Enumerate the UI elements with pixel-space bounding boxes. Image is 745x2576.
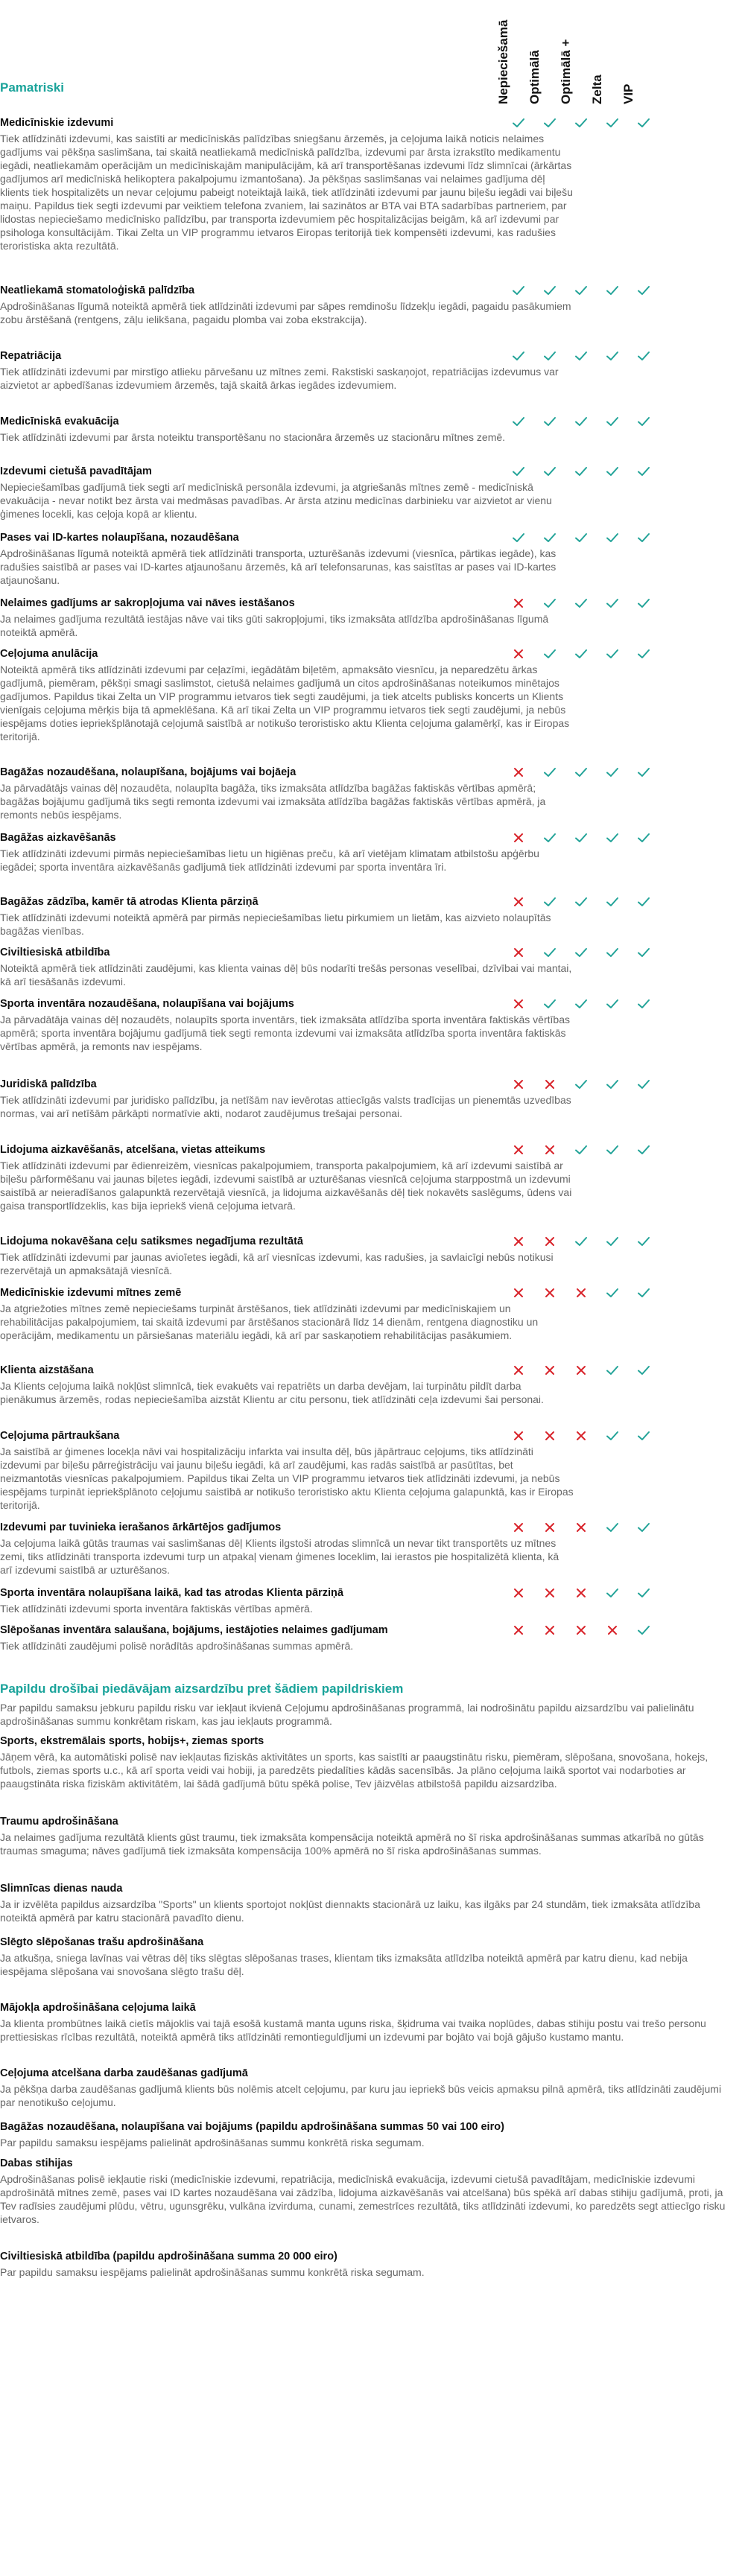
additional-risk-title: Mājokļa apdrošināšana ceļojuma laikā [0,2002,196,2014]
check-icon [605,1586,620,1600]
check-icon [574,283,589,298]
check-icon [636,115,651,130]
cross-icon [574,1363,589,1378]
check-icon [574,1142,589,1157]
check-icon [542,894,557,909]
check-icon [542,530,557,545]
additional-risk-item [0,2066,738,2109]
check-icon [605,1363,620,1378]
additional-risk-item [0,1881,738,1924]
coverage-row-title: Repatriācija [0,350,62,362]
coverage-row-title: Slēpošanas inventāra salaušana, bojājums, iestājoties nelaimes gadījumam [0,1624,388,1636]
coverage-row-title: Ceļojuma anulācija [0,648,98,660]
additional-risk-item [0,1935,738,1978]
cross-icon [542,1428,557,1443]
check-icon [636,830,651,845]
coverage-row-description: Ja Klients ceļojuma laikā nokļūst slimnīcā, tiek evakuēts vai repatriēts un darba devējam, lai turpinātu pildīt darba pienākumus ārzemēs, rodas nepieciešamība aizstāt Klientu ar citu personu, tiek atlīdzināti ceļa izdevumi šai personai. [0,1380,544,1405]
cross-icon [511,1234,526,1249]
additional-risk-title: Slēgto slēpošanas trašu apdrošināšana [0,1936,204,1948]
cross-icon [574,1285,589,1300]
cross-icon [511,1142,526,1157]
additional-risk-title: Slimnīcas dienas nauda [0,1883,123,1895]
coverage-row-description: Noteiktā apmērā tiks atlīdzināti izdevumi par ceļazīmi, iegādātām biļetēm, apmaksāto viesnīcu, ja neparedzētu ārkas gadījumā, piemēram, pēkšņi smagi saslimstot, cietušā nelaimes gadījumā un citos apdrošināšanas noteikumos minētajos gadījumos. Papildus tikai Zelta un VIP programmu ietvaros tiek segti zaudējumi, ja tiek atcelts publisks koncerts un Klients vienīgais ceļojuma mērķis bija tā apmeklēšana. Kā arī tikai Zelta un VIP programmu ietvaros tiek segti zaudējumi, ja nebūs iespējams doties iepriekšplānotajā ceļojumā saistībā ar notikušo teroristisko aktu Klienta ceļojuma galamērķī, kas ir Eiropas teritorijā. [0,664,570,742]
check-icon [636,596,651,611]
check-icon [542,830,557,845]
check-icon [574,996,589,1011]
check-icon [636,414,651,429]
check-icon [574,596,589,611]
check-icon [636,1520,651,1535]
coverage-row-description: Tiek atlīdzināti izdevumi, kas saistīti ar medicīniskās palīdzības sniegšanu ārzemēs, ja ceļojuma laikā noticis nelaimes gadījums vai pēkšņa saslimšana, tai skaitā neatliekamā medicīniskā palīdzība, izdevumi par ārsta izrakstīto medikamentu iegādi, neatliekamām operācijām un medicīniskajām manipulācijām, kā arī transportēšanas izdevumi līdz slimnīcai (ārkārtas gadījumos arī medicīniskā helikoptera pakalpojumu izmantošana). Ja pēkšņas saslimšanas vai nelaimes gadījuma dēļ klients tiek hospitalizēts un nevar ceļojumu pabeigt noteiktajā laikā, tiek atlīdzināti izdevumi par jaunu biļešu iegādi vai biļešu maiņu. Papildus tiek segti izdevumi par veiktiem telefona zvaniem, lai sazinātos ar BTA vai BTA sadarbības partneriem, par lidostas nepieciešamo medicīnisko palīdzību, par transporta izdevumiem pēc hospitalizācijas beigām, kā arī izdevumi par psihologa konsultācijām. Tikai Zelta un VIP programmu ietvaros Eiropas teritorijā tiek kompensēti izdevumi, kas radušies teroristiska akta rezultātā. [0,133,573,252]
check-icon [636,1234,651,1249]
cross-icon [511,646,526,661]
coverage-row-description: Tiek atlīdzināti izdevumi par mirstīgo atlieku pārvešanu uz mītnes zemi. Rakstiski saskaņojot, repatriācijas izdevumus var aizvietot ar apbedīšanas izdevumiem ārzemēs, tajā skaitā ārkas iegādes izdevumiem. [0,366,559,391]
column-header-vip: VIP [621,83,635,104]
coverage-row-description: Nepieciešamības gadījumā tiek segti arī medicīniskā personāla izdevumi, ja atgriešanās mītnes zemē - medicīniskā evakuācija - nevar notikt bez ārsta vai medmāsas pavadības. Ar ārsta atzinu medicīnas darbinieku var aizvietot ar vienu ģimenes locekli, kas ceļoja kopā ar klientu. [0,481,552,520]
check-icon [605,1520,620,1535]
additional-risk-description: Ja klienta prombūtnes laikā cietīs mājoklis vai tajā esošā kustamā manta uguns riska, šķidruma vai tvaika noplūdes, dabas stihiju postu vai trešo personu prettiesiskas rīcības rezultātā, noteiktā apmērā tiks atlīdzināti remontieguldījumi un izdevumi par bojāto vai bojā gājušo kustamo mantu. [0,2017,706,2043]
check-icon [636,530,651,545]
additional-risk-title: Dabas stihijas [0,2157,73,2169]
check-icon [542,115,557,130]
check-icon [636,1077,651,1092]
check-icon [511,283,526,298]
cross-icon [511,1285,526,1300]
coverage-row-description: Apdrošināšanas līgumā noteiktā apmērā tiek atlīdzināti transporta, uzturēšanās izdevumi (viesnīca, pārtikas iegāde), kas radušies saistībā ar pases vai ID-kartes atjaunošanu ārzemēs, kā arī telefonsarunas, kas saistītas ar pases vai ID-kartes atjaunošanu. [0,547,557,586]
cross-icon [542,1623,557,1638]
additional-risk-title: Ceļojuma atcelšana darba zaudēšanas gadījumā [0,2067,248,2079]
additional-section-title: Papildu drošībai piedāvājam aizsardzību pret šādiem papildriskiem [0,1682,404,1696]
additional-risk-description: Par papildu samaksu iespējams palielināt apdrošināšanas summu konkrētā riska segumam. [0,2266,425,2278]
cross-icon [511,1623,526,1638]
check-icon [636,1363,651,1378]
additional-risk-description: Apdrošināšanas polisē iekļautie riski (medicīniskie izdevumi, repatriācija, medicīniskā evakuācija, izdevumi cietušā pavadītājam, medicīniskie izdevumi apdrošinātā mītnes zemē, pases vai ID kartes nozaudēšana vai zādzība, lidojuma aizkavēšanās vai atcelšana) būs spēkā arī dabas stihiju gadījumā, proti, ja Tev radīsies zaudējumi plūdu, vētru, ugunsgrēku, vulkāna izvirduma, cunami, zemestrīces rezultātā, tiks atlīdzināti izdevumi, ko paredzēts segt attiecīgo risku ietvaros. [0,2173,726,2225]
additional-risk-item [0,2249,738,2279]
check-icon [636,1623,651,1638]
cross-icon [511,945,526,960]
cross-icon [542,1520,557,1535]
coverage-row-description: Tiek atlīdzināti izdevumi par ēdienreizēm, viesnīcas pakalpojumiem, transporta pakalpojumiem, kā arī izdevumi saistībā ar biļešu pārformēšanu vai jaunas biļetes iegādi, izdevumi saistībā ar uzturēšanas viesnīcā ceļojuma starppostmā un izdevumi saistībā ar neieradīšanos galapunktā rezervētajā viesnīcā, ja lidojuma aizkavēšanās dēļ tiek nokavēts saslēgums, ūdens vai gaisa transportlīdzeklis, kas bija iepriekš vienā ceļojuma ietvarā. [0,1160,572,1212]
additional-risk-description: Ja atkušņa, sniega lavīnas vai vētras dēļ tiks slēgtas slēpošanas trases, klientam tiks izmaksāta atlīdzība noteiktā apmērā par katru dienu, kad nebija iespējama slēpošana vai snovošana slēgto trašu dēļ. [0,1952,688,1977]
check-icon [542,414,557,429]
check-icon [605,945,620,960]
coverage-row-title: Nelaimes gadījums ar sakropļojuma vai nāves iestāšanos [0,597,295,609]
coverage-row-description: Tiek atlīdzināti izdevumi par jaunas avioīetes iegādi, kā arī viesnīcas izdevumi, kas radušies, ja savlaicīgi nebūs notikusi rezervētajā un apmaksātajā viesnīcā. [0,1251,554,1276]
check-icon [542,596,557,611]
cross-icon [511,1586,526,1600]
additional-risk-item [0,1734,738,1790]
additional-risk-item [0,1814,738,1857]
additional-risk-description: Ja pēkšņa darba zaudēšanas gadījumā klients būs nolēmis atcelt ceļojumu, par kuru jau iepriekš būs veicis apmaksu pilnā apmērā, tiks atlīdzināti zaudējumi par nenotikušo ceļojumu. [0,2083,722,2108]
coverage-row-title: Ceļojuma pārtraukšana [0,1430,120,1442]
additional-risk-description: Par papildu samaksu iespējams palielināt apdrošināšanas summu konkrētā riska segumam. [0,2137,425,2149]
coverage-row-description: Tiek atlīdzināti izdevumi par ārsta noteiktu transportēšanu no stacionāra ārzemēs uz stacionāru mītnes zemē. [0,431,506,443]
check-icon [605,283,620,298]
additional-intro: Par papildu samaksu jebkuru papildu risku var iekļaut ikvienā Ceļojumu apdrošināšanas programmā, lai nodrošinātu papildu aizsardzību vai palielinātu apdrošināšanas summu konkrētam riskam, kas jau iekļauts programmā. [0,1702,694,1727]
check-icon [542,349,557,363]
check-icon [636,1586,651,1600]
check-icon [574,945,589,960]
additional-risk-item [0,2156,738,2226]
check-icon [605,596,620,611]
check-icon [605,1077,620,1092]
check-icon [636,464,651,479]
coverage-row-description: Noteiktā apmērā tiek atlīdzināti zaudējumi, kas klienta vainas dēļ būs nodarīti trešās personas veselībai, dzīvībai vai mantai, kā arī tiesāšanās izdevumi. [0,962,572,988]
check-icon [636,996,651,1011]
coverage-row-description: Ja ceļojuma laikā gūtās traumas vai saslimšanas dēļ Klients ilgstoši atrodas slimnīcā un nevar tikt transportēts uz mītnes zemi, tiks atlīdzināti transporta izdevumi turp un atpakaļ vienam ģimenes loceklim, lai ierastos pie hospitalizētā klienta, kā arī izdevumi saistībā ar uzturēšanos. [0,1537,559,1576]
check-icon [605,414,620,429]
coverage-row-description: Apdrošināšanas līgumā noteiktā apmērā tiek atlīdzināti izdevumi par sāpes remdinošu līdzekļu iegādi, pagaidu pasākumiem zobu ārstēšanā (rentgens, zāļu ielikšana, pagaidu plomba vai zoba ekstrakcija). [0,300,571,325]
coverage-row-description: Tiek atlīdzināti zaudējumi polisē norādītās apdrošināšanas summas apmērā. [0,1640,354,1652]
coverage-row-description: Tiek atlīdzināti izdevumi pirmās nepieciešamības lietu un higiēnas preču, kā arī vietējam klimatam atbilstošu apģērbu iegādei; sporta inventāra aizkavēšanās gadījumā tiek atlīdzināti izdevumi par sporta inventāra īri. [0,847,539,873]
check-icon [542,945,557,960]
check-icon [605,646,620,661]
additional-risk-title: Traumu apdrošināšana [0,1816,118,1828]
check-icon [511,349,526,363]
cross-icon [605,1623,620,1638]
coverage-row-title: Civiltiesiskā atbildība [0,947,110,958]
check-icon [574,894,589,909]
cross-icon [511,1520,526,1535]
coverage-row-description: Ja atgriežoties mītnes zemē nepieciešams turpināt ārstēšanos, tiek atlīdzināti izdevumi par medicīniskajiem un rehabilitācijas pakalpojumiem, tai skaitā izdevumi par ārstēšanos stacionārā līdz 14 dienām, rentgena diagnostiku un operācijām, medikamentu un pārsiešanas materiālu iegādi, kā arī par saskaņotiem rehabilitācijas pasākumiem. [0,1303,539,1341]
check-icon [636,1428,651,1443]
coverage-row-title: Sporta inventāra nozaudēšana, nolaupīšana vai bojājums [0,998,294,1010]
coverage-row-description: Ja pārvadātājs vainas dēļ nozaudēta, nolaupīta bagāža, tiks izmaksāta atlīdzība bagāžas faktiskās vērtības apmērā; bagāžas bojājumu gadījumā tiks segti remonta izdevumi vai izmaksāta atlīdzība bagāžas faktiskās vērtības apmērā, ja remonts nebūs iespējams. [0,782,546,821]
cross-icon [511,894,526,909]
coverage-row-title: Izdevumi cietušā pavadītājam [0,465,152,477]
additional-risk-description: Ja ir izvēlēta papildus aizsardzība "Sports" un klients sportojot nokļūst diennakts stacionārā uz laiku, kas ilgāks par 24 stundām, tiek izmaksāta atlīdzība noteiktā apmērā par katru stacionārā pavadīto dienu. [0,1898,700,1924]
check-icon [605,1142,620,1157]
column-header-nepieciesama: Nepieciešamā [496,19,510,104]
cross-icon [511,765,526,780]
cross-icon [511,1077,526,1092]
check-icon [605,530,620,545]
coverage-row-title: Bagāžas zādzība, kamēr tā atrodas Klienta pārziņā [0,896,259,908]
check-icon [542,646,557,661]
check-icon [636,1285,651,1300]
check-icon [511,414,526,429]
check-icon [574,115,589,130]
coverage-row-title: Lidojuma nokavēšana ceļu satiksmes negadījuma rezultātā [0,1235,303,1247]
cross-icon [542,1234,557,1249]
check-icon [605,1285,620,1300]
check-icon [605,1234,620,1249]
cross-icon [542,1586,557,1600]
column-header-optimala-plus: Optimālā + [559,39,573,104]
additional-risk-description: Ja nelaimes gadījuma rezultātā klients gūst traumu, tiek izmaksāta kompensācija noteiktā apmērā no šī riska apdrošināšanas summas atkarībā no gūtās traumas smaguma; nāves gadījumā tiek izmaksāta kompensācija 100% apmērā no šī riska apdrošināšanas summas. [0,1831,704,1857]
check-icon [636,894,651,909]
cross-icon [511,830,526,845]
cross-icon [511,1428,526,1443]
coverage-row-title: Medicīniskā evakuācija [0,416,119,427]
check-icon [605,349,620,363]
check-icon [574,1077,589,1092]
check-icon [636,646,651,661]
cross-icon [574,1623,589,1638]
coverage-row-description: Ja pārvadātāja vainas dēļ nozaudēts, nolaupīts sporta inventārs, tiek izmaksāta atlīdzība sporta inventāra faktiskās vērtības apmērā; sporta inventāra bojājumu gadījumā tiek segti remonta izdevumi vai izmaksāta atlīdzība sporta inventāra faktiskās vērtības apmērā, ja remonts nav iespējams. [0,1014,570,1052]
cross-icon [574,1428,589,1443]
coverage-row-title: Klienta aizstāšana [0,1364,94,1376]
check-icon [605,830,620,845]
cross-icon [542,1363,557,1378]
check-icon [605,115,620,130]
check-icon [605,1428,620,1443]
additional-risk-title: Bagāžas nozaudēšana, nolaupīšana vai bojājums (papildu apdrošināšana summas 50 vai 100 eiro) [0,2121,504,2133]
check-icon [574,530,589,545]
check-icon [636,945,651,960]
coverage-row-title: Medicīniskie izdevumi mītnes zemē [0,1287,182,1299]
cross-icon [574,1586,589,1600]
coverage-row-title: Lidojuma aizkavēšanās, atcelšana, vietas atteikums [0,1144,266,1156]
check-icon [542,283,557,298]
coverage-row-description: Ja nelaimes gadījuma rezultātā iestājas nāve vai tiks gūti sakropļojumi, tiks izmaksāta atlīdzība apdrošināšanas līgumā noteiktā apmērā. [0,613,549,638]
check-icon [511,115,526,130]
check-icon [605,996,620,1011]
additional-risk-description: Jāņem vērā, ka automātiski polisē nav iekļautas fiziskās aktivitātes un sports, kas saistīti ar paaugstinātu risku, piemēram, slēpošana, snovošana, hokejs, futbols, ziemas sports u.c., kā arī sporta veidi vai hobiji, ja paredzēts piedalīties kādās sacensībās. Ja plāno ceļojuma laikā sportot vai nodarboties ar paaugstināta riska fiziskām aktivitātēm, lai šādā gadījumā būtu spēkā polise, Tev jāizvēlas atbilstošā papildu aizsardzība. [0,1751,708,1790]
cross-icon [511,1363,526,1378]
check-icon [636,1142,651,1157]
check-icon [511,464,526,479]
check-icon [574,765,589,780]
cross-icon [511,996,526,1011]
cross-icon [542,1077,557,1092]
additional-risk-item [0,2119,738,2149]
section-title-base-risks: Pamatriski [0,80,64,95]
cross-icon [574,1520,589,1535]
cross-icon [542,1142,557,1157]
check-icon [574,349,589,363]
check-icon [636,765,651,780]
coverage-row-title: Pases vai ID-kartes nolaupīšana, nozaudēšana [0,532,239,544]
check-icon [574,1234,589,1249]
check-icon [605,894,620,909]
coverage-row-description: Ja saistībā ar ģimenes locekļa nāvi vai hospitalizāciju infarkta vai insulta dēļ, būs jāpārtrauc ceļojums, tiks atlīdzināti izdevumi par biļešu pārreģistrāciju vai jaunu biļešu iegādi, kā arī zaudējumi, kas radās saistībā ar pasūtītas, bet neizmantotās viesnīcas pakalpojumiem. Papildus tikai Zelta un VIP programmu ietvaros tiek atlīdzināti izdevumi, ja nebūs iespējams turpināt iepriekšplānoto ceļojumu saistībā ar notikušo teroristisko aktu Klienta ceļojuma galapunktā, kas ir Eiropas teritorijā. [0,1446,574,1511]
check-icon [511,530,526,545]
additional-risk-title: Sports, ekstremālais sports, hobijs+, ziemas sports [0,1735,264,1747]
cross-icon [511,596,526,611]
coverage-row-title: Neatliekamā stomatoloģiskā palīdzība [0,284,195,296]
additional-risk-title: Civiltiesiskā atbildība (papildu apdrošināšana summa 20 000 eiro) [0,2251,337,2262]
check-icon [636,283,651,298]
check-icon [574,414,589,429]
check-icon [605,765,620,780]
coverage-row-title: Juridiskā palīdzība [0,1078,97,1090]
coverage-row-description: Tiek atlīdzināti izdevumi noteiktā apmērā par pirmās nepieciešamības lietu pirkumiem un lietām, kas aizvieto nolaupītās bagāžas vienības. [0,912,551,937]
check-icon [542,464,557,479]
coverage-row-title: Bagāžas aizkavēšanās [0,832,116,844]
check-icon [636,349,651,363]
check-icon [605,464,620,479]
column-header-zelta: Zelta [590,74,604,104]
check-icon [542,996,557,1011]
coverage-row-title: Medicīniskie izdevumi [0,117,114,129]
cross-icon [542,1285,557,1300]
coverage-row-description: Tiek atlīdzināti izdevumi par juridisko palīdzību, ja netīšām nav ievērotas attiecīgās valsts tradīcijas un pienemtās uzvedības normas, vai arī netīšām pārkāpti normatīvie akti, nodarot zaudējumus trešajai personai. [0,1094,571,1119]
check-icon [574,646,589,661]
check-icon [542,765,557,780]
check-icon [574,464,589,479]
column-header-optimala: Optimālā [527,50,542,104]
coverage-row-title: Bagāžas nozaudēšana, nolaupīšana, bojājums vai bojāeja [0,766,297,778]
coverage-row-title: Izdevumi par tuvinieka ierašanos ārkārtējos gadījumos [0,1521,282,1533]
coverage-row-description: Tiek atlīdzināti izdevumi sporta inventāra faktiskās vērtības apmērā. [0,1603,313,1615]
additional-risk-item [0,2000,738,2044]
coverage-row-title: Sporta inventāra nolaupīšana laikā, kad tas atrodas Klienta pārziņā [0,1587,343,1599]
check-icon [574,830,589,845]
